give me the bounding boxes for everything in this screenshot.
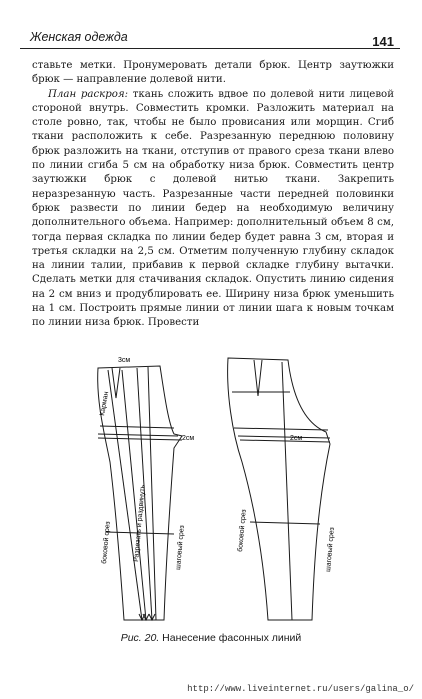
caption-lead: Рис. 20. (120, 632, 160, 644)
right-piece-center-line (282, 362, 292, 620)
paragraph-2-lead: План раскроя: (48, 88, 129, 100)
running-title: Женская одежда (30, 30, 128, 44)
label-side-seam-left: боковой срез (101, 521, 112, 565)
page-header (20, 30, 400, 49)
right-piece-seat-line (238, 436, 330, 438)
caption-text: Нанесение фасонных линий (159, 632, 302, 644)
label-pocket: Карман (99, 391, 111, 417)
pattern-figure (82, 352, 357, 630)
label-3cm: 3см (118, 357, 131, 364)
paragraph-2 (32, 88, 394, 331)
body-text (32, 59, 394, 331)
paragraph-2-body: ткань сложить вдвое по долевой нити лицевой стороной внутрь. Совместить кромки. Разложить материал на столе ровно, так, чтобы не было провисания или морщин. Сгиб ткани расположить к себе. Разрезанную переднюю половину брюк разложить на ткани, отступив от правого среза ткани влево по линии сгиба 5 см на обработку низа брюк. Совместить центр заутюжки брюк с долевой нитью ткани. Закрепить неразрезанную часть. Разрезанные части передней половинки брюк развести по линии бедер на необходимую величину дополнительного объема. Например: дополнительный объем 8 см, тогда первая складка по линии бедер будет равна 3 см, вторая и третья складки на 2,5 см. Отметим полученную глубину складок на линии талии, прибавив к первой складке глубину вытачки. Сделать метки для стачивания складок. Опустить линию сидения на 2 см вниз и продублировать ее. Ширину низа брюк уменьшить на 1 см. Построить прямые линии от линии шага к новым точкам по линии низа брюк. Провести (32, 88, 394, 329)
label-2cm-right: 2см (290, 435, 303, 442)
source-url: http://www.liveinternet.ru/users/galina_o/ (187, 684, 414, 694)
right-piece-dart (254, 360, 262, 396)
label-cut-and-spread: Разрезать и раздвинуть (133, 484, 147, 563)
left-piece-hip-line (100, 426, 174, 428)
label-inseam-right: шаговый срез (325, 526, 336, 573)
label-side-seam-right: боковой срез (237, 509, 248, 553)
label-inseam-left: шаговый срез (175, 524, 186, 571)
left-piece-inner-line-4 (148, 367, 156, 620)
right-piece-hip-line (234, 428, 328, 430)
right-piece-outline (228, 358, 330, 620)
figure-caption (0, 632, 422, 644)
page-number: 141 (372, 34, 394, 49)
paragraph-1: ставьте метки. Пронумеровать детали брюк. Центр заутюжки брюк — направление долевой нити. (32, 60, 394, 86)
pattern-drawing (82, 352, 357, 630)
left-piece-inner-line-1 (108, 370, 142, 620)
right-piece-knee-line (250, 522, 320, 524)
left-piece-seat-line (98, 434, 178, 436)
left-piece-seat-line-dup (98, 438, 182, 440)
left-piece-dart (112, 368, 120, 398)
label-2cm-left: 2см (182, 435, 195, 442)
